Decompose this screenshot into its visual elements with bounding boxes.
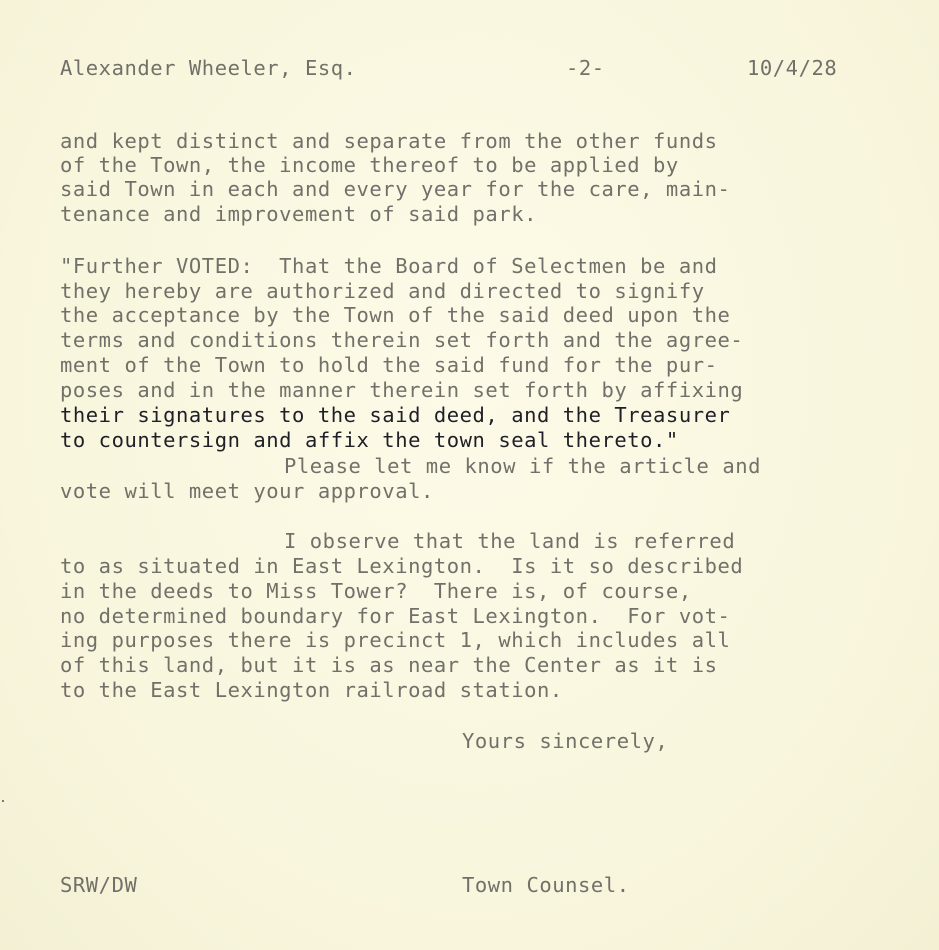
- page-number: -2-: [566, 56, 605, 80]
- land-paragraph-line: to as situated in East Lexington. Is it so described: [60, 554, 744, 578]
- land-paragraph-line: to the East Lexington railroad station.: [60, 678, 563, 702]
- vote-paragraph-line: poses and in the manner therein set forth by affixing: [60, 378, 744, 402]
- land-paragraph-line: no determined boundary for East Lexington. For vot-: [60, 604, 731, 628]
- approval-request-line: vote will meet your approval.: [60, 479, 434, 503]
- vote-paragraph-line: ment of the Town to hold the said fund for the pur-: [60, 353, 718, 377]
- land-paragraph-line: of this land, but it is as near the Center as it is: [60, 653, 718, 677]
- land-paragraph-line: ing purposes there is precinct 1, which includes all: [60, 628, 731, 652]
- signature-title: Town Counsel.: [462, 873, 630, 897]
- vote-paragraph-line: they hereby are authorized and directed to signify: [60, 279, 705, 303]
- vote-paragraph-line: "Further VOTED: That the Board of Selectmen be and: [60, 254, 718, 278]
- paragraph-1-line: of the Town, the income thereof to be applied by: [60, 153, 679, 177]
- approval-request-line: Please let me know if the article and: [284, 454, 762, 478]
- paragraph-1-line: and kept distinct and separate from the other funds: [60, 129, 718, 153]
- land-paragraph-line: I observe that the land is referred: [284, 529, 736, 553]
- vote-paragraph-line: to countersign and affix the town seal thereto.": [60, 428, 679, 452]
- paragraph-1-line: said Town in each and every year for the care, main-: [60, 177, 731, 201]
- typist-initials: SRW/DW: [60, 873, 138, 897]
- paragraph-1-line: tenance and improvement of said park.: [60, 202, 538, 226]
- paper-speck: [2, 800, 4, 802]
- recipient-header: Alexander Wheeler, Esq.: [60, 56, 357, 80]
- vote-paragraph-line: their signatures to the said deed, and the Treasurer: [60, 403, 731, 427]
- land-paragraph-line: in the deeds to Miss Tower? There is, of course,: [60, 579, 692, 603]
- vote-paragraph-line: terms and conditions therein set forth and the agree-: [60, 328, 744, 352]
- closing-salutation: Yours sincerely,: [462, 729, 669, 753]
- letter-date: 10/4/28: [747, 56, 838, 80]
- vote-paragraph-line: the acceptance by the Town of the said deed upon the: [60, 303, 731, 327]
